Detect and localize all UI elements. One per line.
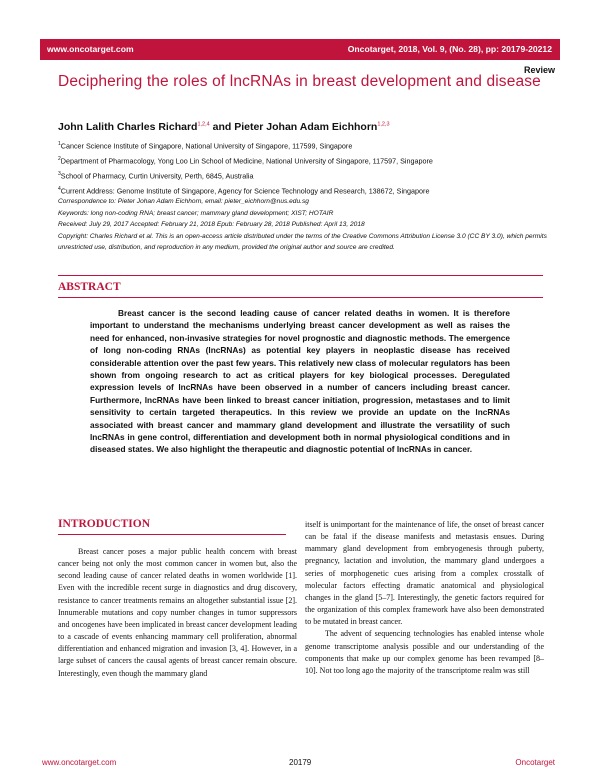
affiliation-text: School of Pharmacy, Curtin University, Perth, 6845, Australia xyxy=(60,171,254,181)
author-name: John Lalith Charles Richard xyxy=(58,121,198,133)
affiliation-number: 1 xyxy=(58,141,61,147)
body-paragraph: itself is unimportant for the maintenance of life, the onset of breast cancer can be fatal if the disease manifests and metastasis ensues. During mammary gland development from embryogenesis through puberty, pregnancy, lactation and involution, the mammary gland undergoes a series of morphogenetic cues arising from a complex crosstalk of molecular factors effecting dramatic anatomical and physiological changes in the gland [5–7]. Interestingly, the genetic factors required for the organization of this complex framework have also been demonstrated to be mutated in breast cancer. xyxy=(305,520,544,627)
article-metadata xyxy=(58,196,558,254)
affiliation-list xyxy=(58,138,558,198)
body-column-right xyxy=(305,519,544,677)
affiliation xyxy=(58,168,558,183)
body-paragraph: The advent of sequencing technologies has enabled intense whole genome transcriptome analysis possible and our understanding of the components that make up our complex genome has been revamped [8–10]. Not too long ago the majority of the transcriptome realm was still xyxy=(305,629,544,675)
affiliation xyxy=(58,153,558,168)
affiliation-number: 4 xyxy=(58,185,61,192)
body-column-left xyxy=(58,546,297,680)
page-number: 20179 xyxy=(289,758,312,767)
affiliation-number: 2 xyxy=(58,155,61,162)
affiliation xyxy=(58,138,558,153)
divider-line xyxy=(58,534,286,535)
copyright-notice: Copyright: Charles Richard et al. This is an open-access article distributed under the terms of the Creative Commons Attribution License 3.0 (CC BY 3.0), which permits unrestricted use, distribution, and reproduction in any medium, provided the original author and source are credited. xyxy=(58,232,547,252)
journal-header-bar xyxy=(40,39,560,60)
article-title: Deciphering the roles of lncRNAs in breast development and disease xyxy=(58,73,541,90)
affiliation-text: Current Address: Genome Institute of Singapore, Agency for Science Technology and Research, 138672, Singapore xyxy=(60,186,430,196)
author-name: Pieter Johan Adam Eichhorn xyxy=(234,121,378,133)
affiliation-text: Cancer Science Institute of Singapore, National University of Singapore, 117599, Singapore xyxy=(60,141,353,151)
dates-line: Received: July 29, 2017 Accepted: February 21, 2018 Epub: February 28, 2018 Published: April 13, 2018 xyxy=(58,221,365,229)
author-affiliation-marks: 1,2,4 xyxy=(197,121,210,128)
correspondence-line[interactable]: Correspondence to: Pieter Johan Adam Eichhorn, email: pieter_eichhorn@nus.edu.sg xyxy=(58,198,309,205)
introduction-heading: INTRODUCTION xyxy=(58,518,151,530)
keywords-line: Keywords: long non-coding RNA; breast cancer; mammary gland development; XIST; HOTAIR xyxy=(58,209,334,217)
abstract-heading: ABSTRACT xyxy=(58,281,121,293)
section-tag: Review xyxy=(523,65,555,75)
journal-citation: Oncotarget, 2018, Vol. 9, (No. 28), pp: 20179-20212 xyxy=(347,44,552,54)
author-affiliation-marks: 1,2,3 xyxy=(377,121,390,128)
body-paragraph: Breast cancer poses a major public health concern with breast cancer being not only the most common cancer in women but, also the second leading cause of cancer related deaths in women worldwide [1]. Even with the incredible recent surge in diagnostics and drug discovery, resistance to cancer treatments remains an altogether substantial issue [2]. Innumerable mutations and copy number changes in tumor suppressors and oncogenes have been implicated in breast cancer development leading to a cascade of events enhancing mammary cell proliferation, abnormal differentiation and enhanced migration and invasion [3, 4]. However, in a large subset of cancers the causal agents of breast cancer remain obscure. Interestingly, even though the mammary gland xyxy=(58,547,297,678)
author-list xyxy=(58,121,390,133)
footer-journal-name: Oncotarget xyxy=(515,758,555,767)
author-joiner: and xyxy=(212,121,232,133)
abstract-text: Breast cancer is the second leading cause of cancer related deaths in women. It is therefore important to understand the mechanisms underlying breast cancer development as well as raises the need for enhanced, non-invasive strategies for novel prognostic and diagnostic methods. The emergence of long non-coding RNAs (lncRNAs) as potential key players in neoplastic disease has received considerable attention over the past few years. This relatively new class of molecular regulators has been shown from ongoing research to act as critical players for key biological processes. Deregulated expression levels of lncRNAs have been observed in a number of cancers including breast cancer. Furthermore, lncRNAs have been linked to breast cancer initiation, progression, metastases and to limit sensitivity to certain targeted therapeutics. In this review we provide an update on the lncRNAs associated with breast cancer and mammary gland development and illustrate the versatility of such lncRNAs in gene control, differentiation and development both in normal physiological conditions and in diseased states. We also highlight the therapeutic and diagnostic potential of lncRNAs in cancer. xyxy=(90,308,510,455)
divider-line xyxy=(58,275,543,276)
affiliation-number: 3 xyxy=(58,170,61,177)
affiliation-text: Department of Pharmacology, Yong Loo Lin School of Medicine, National University of Singapore, 117597, Singapore xyxy=(60,156,433,166)
journal-site-link[interactable]: www.oncotarget.com xyxy=(47,44,134,54)
footer-site-link[interactable]: www.oncotarget.com xyxy=(42,758,117,767)
divider-line xyxy=(58,297,543,298)
